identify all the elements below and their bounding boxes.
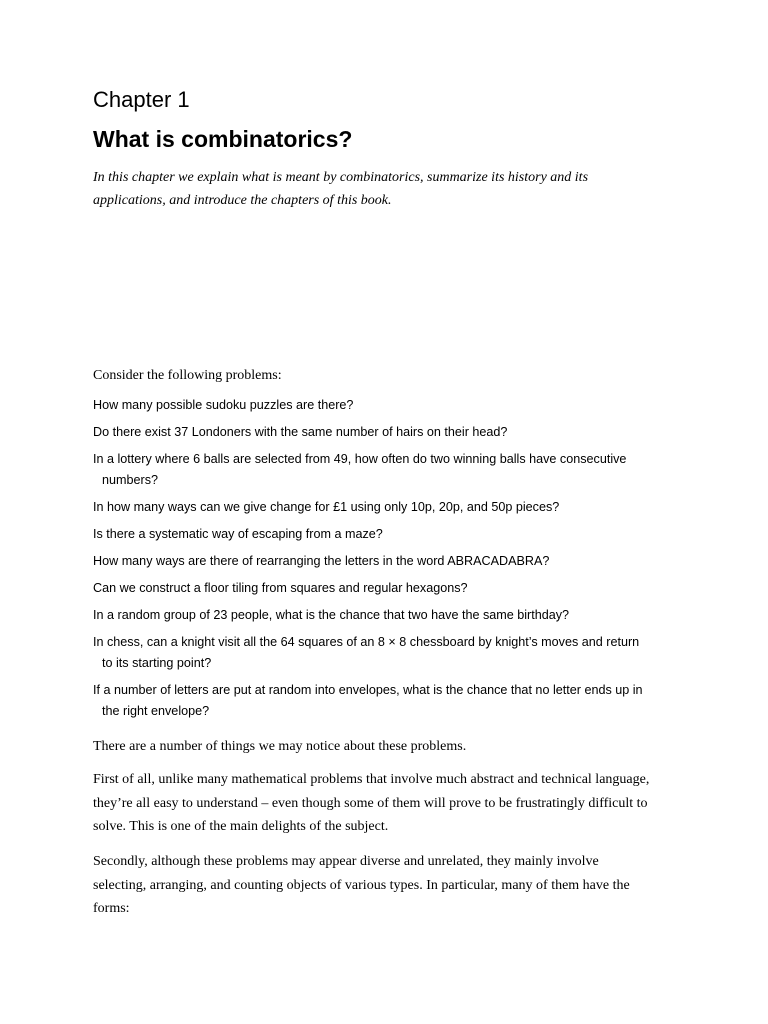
- body-paragraph: There are a number of things we may notice about these problems.: [93, 739, 467, 754]
- problem-item: In a random group of 23 people, what is the chance that two have the same birthday?: [93, 608, 570, 622]
- problem-item: How many possible sudoku puzzles are there?: [93, 398, 354, 412]
- problem-item: Is there a systematic way of escaping from a maze?: [93, 527, 383, 541]
- problem-item: How many ways are there of rearranging the letters in the word ABRACADABRA?: [93, 554, 550, 568]
- problem-item: If a number of letters are put at random into envelopes, what is the chance that no letter ends up in the right envelope?: [93, 683, 643, 718]
- problem-item: Do there exist 37 Londoners with the same number of hairs on their head?: [93, 425, 508, 439]
- problem-item: In a lottery where 6 balls are selected from 49, how often do two winning balls have consecutive numbers?: [93, 452, 627, 487]
- body-paragraph: Secondly, although these problems may appear diverse and unrelated, they mainly involve selecting, arranging, and counting objects of various types. In particular, many of them have the forms:: [93, 854, 630, 916]
- chapter-intro: In this chapter we explain what is meant by combinatorics, summarize its history and its applications, and introduce the chapters of this book.: [93, 170, 589, 208]
- body-paragraph: First of all, unlike many mathematical problems that involve much abstract and technical language, they’re all easy to understand – even though some of them will prove to be frustratingly difficult to solve. This is one of the main delights of the subject.: [93, 772, 650, 834]
- chapter-label: Chapter 1: [93, 87, 190, 112]
- problem-item: In chess, can a knight visit all the 64 squares of an 8 × 8 chessboard by knight’s moves and return to its starting point?: [93, 635, 640, 670]
- chapter-title: What is combinatorics?: [93, 126, 353, 152]
- problem-item: In how many ways can we give change for £1 using only 10p, 20p, and 50p pieces?: [93, 500, 560, 514]
- problem-list: [93, 395, 653, 728]
- problem-item: Can we construct a floor tiling from squares and regular hexagons?: [93, 581, 468, 595]
- problems-lead: Consider the following problems:: [93, 368, 282, 383]
